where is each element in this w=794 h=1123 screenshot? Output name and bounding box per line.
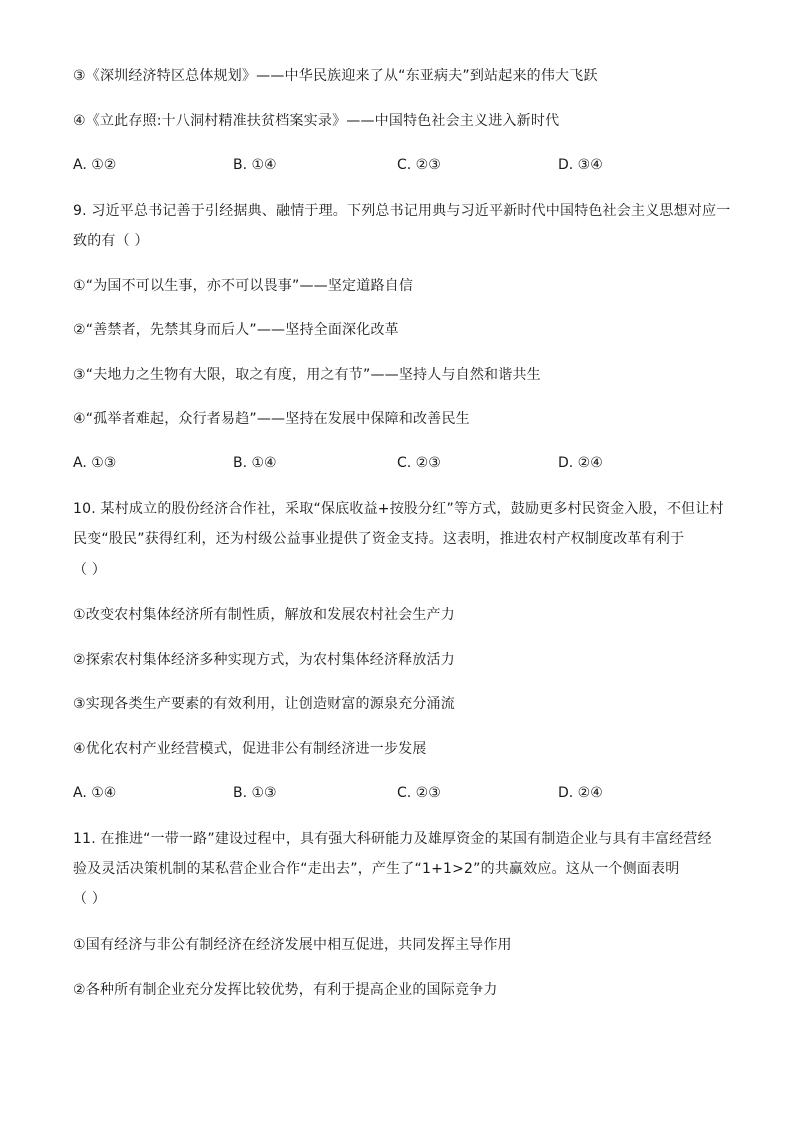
q10-option-b: B. ①③ <box>233 785 277 801</box>
q9-stem-line-2: 致的有（ ） <box>73 233 149 249</box>
q9-item-4: ④“孤举者难起，众行者易趋”——坚持在发展中保障和改善民生 <box>73 411 470 427</box>
q10-option-c: C. ②③ <box>397 785 441 801</box>
q9-item-1: ①“为国不可以生事，亦不可以畏事”——坚定道路自信 <box>73 278 414 294</box>
q10-item-3: ③实现各类生产要素的有效利用，让创造财富的源泉充分涌流 <box>73 696 455 712</box>
q8-option-c: C. ②③ <box>397 157 441 173</box>
q8-option-b: B. ①④ <box>233 157 277 173</box>
q9-option-c: C. ②③ <box>397 455 441 471</box>
q9-options <box>73 453 733 473</box>
q9-option-a: A. ①③ <box>73 455 117 471</box>
q10-options <box>73 783 733 803</box>
q8-option-d: D. ③④ <box>558 157 603 173</box>
q11-stem-line-1: 11. 在推进“一带一路”建设过程中，具有强大科研能力及雄厚资金的某国有制造企业与具有丰富经营经 <box>73 831 712 847</box>
q10-stem-line-1: 10. 某村成立的股份经济合作社，采取“保底收益+按股分红”等方式，鼓励更多村民资金入股，不但让村 <box>73 501 724 517</box>
q9-item-2: ②“善禁者，先禁其身而后人”——坚持全面深化改革 <box>73 322 399 338</box>
q11-item-1: ①国有经济与非公有制经济在经济发展中相互促进，共同发挥主导作用 <box>73 937 512 953</box>
q10-item-4: ④优化农村产业经营模式，促进非公有制经济进一步发展 <box>73 741 427 757</box>
q10-stem-line-3: （ ） <box>73 562 107 578</box>
q11-item-2: ②各种所有制企业充分发挥比较优势，有利于提高企业的国际竞争力 <box>73 982 498 998</box>
q9-option-b: B. ①④ <box>233 455 277 471</box>
q10-option-d: D. ②④ <box>558 785 603 801</box>
q8-item-4: ④《立此存照:十八洞村精准扶贫档案实录》——中国特色社会主义进入新时代 <box>73 113 560 129</box>
q9-option-d: D. ②④ <box>558 455 603 471</box>
q11-stem-line-2: 验及灵活决策机制的某私营企业合作“走出去”，产生了“1+1>2”的共赢效应。这从一个侧面表明 <box>73 861 680 877</box>
q10-option-a: A. ①④ <box>73 785 117 801</box>
q8-option-a: A. ①② <box>73 157 117 173</box>
q11-stem-line-3: （ ） <box>73 891 107 907</box>
q8-options <box>73 155 733 175</box>
q9-stem-line-1: 9. 习近平总书记善于引经据典、融情于理。下列总书记用典与习近平新时代中国特色社会主义思想对应一 <box>73 203 731 219</box>
q9-item-3: ③“夫地力之生物有大限，取之有度，用之有节”——坚持人与自然和谐共生 <box>73 367 541 383</box>
q8-item-3: ③《深圳经济特区总体规划》——中华民族迎来了从“东亚病夫”到站起来的伟大飞跃 <box>73 68 598 84</box>
q10-item-2: ②探索农村集体经济多种实现方式，为农村集体经济释放活力 <box>73 652 455 668</box>
q10-stem-line-2: 民变“股民”获得红利，还为村级公益事业提供了资金支持。这表明，推进农村产权制度改革有利于 <box>73 531 685 547</box>
q10-item-1: ①改变农村集体经济所有制性质，解放和发展农村社会生产力 <box>73 607 455 623</box>
